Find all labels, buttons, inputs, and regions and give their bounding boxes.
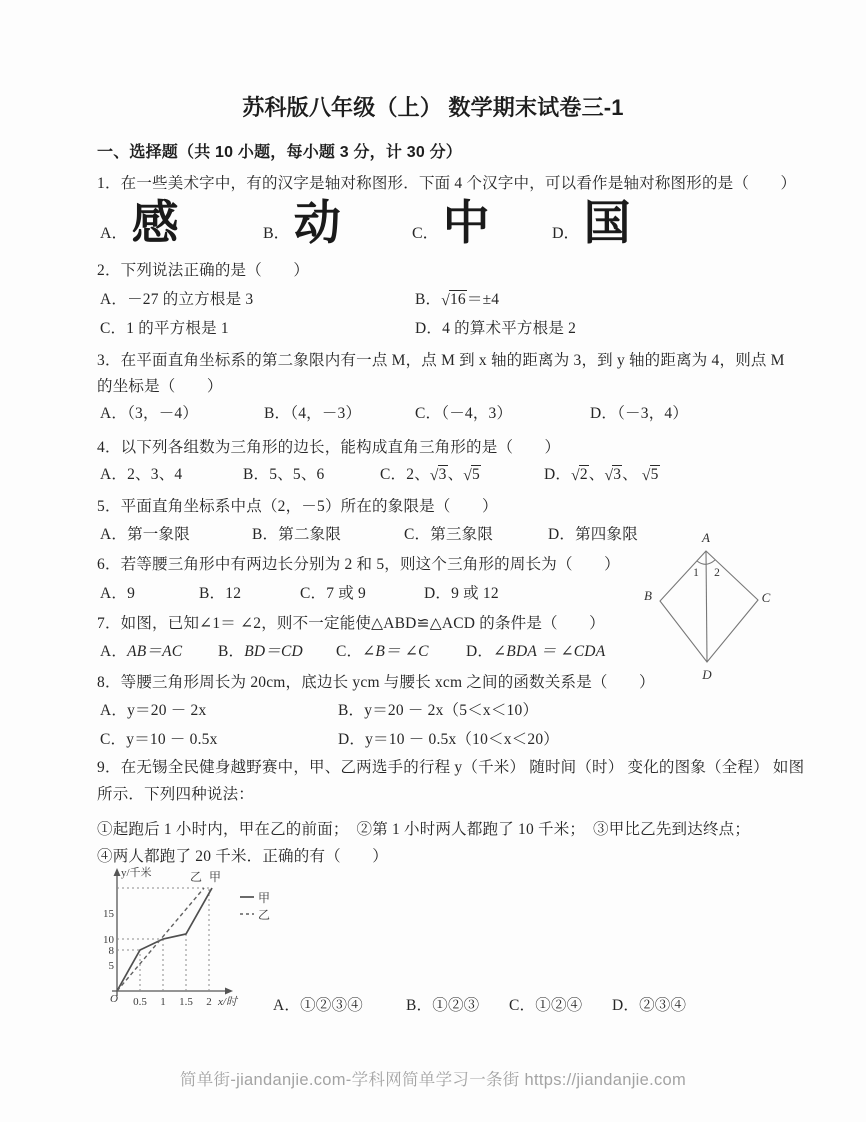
q1-option-b-char: 动 [293,196,341,249]
q1-option-c-label: C． [412,225,439,242]
sqrt-icon: √ [441,292,450,309]
page-title: 苏科版八年级（上） 数学期末试卷三-1 [242,95,624,120]
sqrt-icon: √ [571,467,580,484]
q5-option-a: A．第一象限 [100,526,190,543]
q5-option-d: D．第四象限 [548,526,638,543]
y-axis-label: y/千米 [121,867,152,879]
kite-label-C: C [761,590,771,605]
race-chart [88,864,298,1016]
q2-stem: 2．下列说法正确的是（ ） [97,262,310,279]
q9-stem-line1: 9．在无锡全民健身越野赛中，甲、乙两选手的行程 y（千米） 随时间（时） 变化的图象（全程） 如图 [97,759,805,776]
kite-svg [633,526,803,691]
ytick-5: 5 [108,960,114,972]
series-jia-line [117,888,212,991]
q1-option-b-label: B． [263,225,290,242]
q6-option-d: D．9 或 12 [424,585,499,602]
q1-option-a [100,196,179,249]
q4-stem: 4．以下列各组数为三角形的边长，能构成直角三角形的是（ ） [97,439,561,456]
q6-stem: 6．若等腰三角形中有两边长分别为 2 和 5，则这个三角形的周长为（ ） [97,556,620,573]
q4-option-b: B．5、5、6 [243,466,325,483]
kite-outline [660,551,758,662]
q9-statement-2: ④两人都跑了 20 千米．正确的有（ ） [97,848,388,865]
q2-option-b: B．√16＝±4 [415,291,500,309]
chart-legend [240,891,270,922]
q2-option-a: A．－27 的立方根是 3 [100,291,254,308]
xtick-2: 2 [206,996,212,1008]
q7-stem: 7．如图，已知∠1＝ ∠2，则不一定能使△ABD≌△ACD 的条件是（ ） [97,615,605,632]
q7-option-a: A．AB＝AC [100,643,183,660]
legend-jia-label: 甲 [258,891,271,905]
q2-option-c: C．1 的平方根是 1 [100,320,229,337]
sqrt-icon: √ [463,467,472,484]
q4-option-d: D．√2、√3、 √5 [544,466,659,484]
q1-option-a-char: 感 [131,196,179,249]
q8-option-b: B．y＝20 － 2x（5＜x＜10） [338,702,539,719]
q9-option-b: B．①②③ [406,997,480,1014]
x-axis-arrow-icon [225,988,233,995]
q9-statement-1: ①起跑后 1 小时内，甲在乙的前面； ②第 1 小时两人都跑了 10 千米； ③甲比乙先到达终点； [97,821,751,838]
q6-option-c: C．7 或 9 [300,585,367,602]
q5-option-c: C．第三象限 [404,526,494,543]
q8-stem: 8．等腰三角形周长为 20cm，底边长 ycm 与腰长 xcm 之间的函数关系是（ ） [97,674,655,691]
race-chart-svg [88,864,298,1016]
q5-stem: 5．平面直角坐标系中点（2，－5）所在的象限是（ ） [97,498,498,515]
xtick-1: 1 [160,996,166,1008]
q5-option-b: B．第二象限 [252,526,342,543]
q1-option-c [412,196,490,249]
kite-diagonal-AD [706,551,707,662]
q1-option-d-char: 国 [583,196,631,249]
q9-option-d: D．②③④ [612,997,687,1014]
q1-option-d [552,196,631,249]
q4-option-a: A．2、3、4 [100,466,183,483]
xtick-05: 0.5 [133,996,147,1008]
q7-option-d: D．∠BDA ＝ ∠CDA [466,643,606,660]
q3-option-c: C．（－4，3） [415,405,513,422]
q1-stem: 1．在一些美术字中，有的汉字是轴对称图形．下面 4 个汉字中，可以看作是轴对称图形的是（ ） [97,175,797,192]
q6-option-a: A．9 [100,585,136,602]
q8-option-a: A．y＝20 － 2x [100,702,207,719]
q3-option-d: D．（－3，4） [590,405,689,422]
q3-option-a: A．（3，－4） [100,405,199,422]
q8-option-c: C．y＝10 － 0.5x [100,731,218,748]
section-heading: 一、选择题（共 10 小题，每小题 3 分，计 30 分） [97,144,462,161]
q9-option-a: A．①②③④ [273,997,363,1014]
q9-option-c: C．①②④ [509,997,583,1014]
q1-option-d-label: D． [552,225,580,242]
q8-option-d: D．y＝10 － 0.5x（10＜x＜20） [338,731,559,748]
q1-option-b [263,196,341,249]
ytick-10: 10 [103,934,114,946]
q1-option-c-char: 中 [442,196,490,249]
sqrt-icon: √ [641,467,651,484]
q3-stem-line1: 3．在平面直角坐标系的第二象限内有一点 M，点 M 到 x 轴的距离为 3，到 y 轴的距离为 4，则点 M [97,352,785,369]
ytick-8: 8 [108,945,114,957]
y-axis-arrow-icon [114,868,121,876]
kite-label-B: B [644,588,652,603]
xtick-15: 1.5 [179,996,193,1008]
q6-option-b: B．12 [199,585,242,602]
sqrt-icon: √ [604,467,614,484]
sqrt-icon: √ [429,467,439,484]
q3-stem-line2: 的坐标是（ ） [97,378,223,395]
angle-label-1: 1 [693,567,699,579]
kite-label-A: A [702,530,710,545]
origin-label: O [110,993,118,1005]
q7-option-b: B．BD＝CD [218,643,303,660]
kite-figure [633,526,803,691]
curve-label-yi: 乙 [189,870,203,884]
q1-option-a-label: A． [100,225,128,242]
angle-label-2: 2 [714,567,720,579]
x-axis-label: x/时 [218,996,237,1008]
q9-stem-line2: 所示．下列四种说法： [97,786,255,803]
ytick-15: 15 [103,908,114,920]
q2-option-d: D．4 的算术平方根是 2 [415,320,577,337]
q3-option-b: B．（4，－3） [264,405,362,422]
q4-option-c: C．2、√3、√5 [380,466,480,484]
q7-option-c: C．∠B＝ ∠C [336,643,429,660]
curve-label-jia: 甲 [208,870,222,884]
legend-yi-label: 乙 [258,908,271,922]
kite-label-D: D [702,667,712,682]
footer-watermark: 简单街-jiandanjie.com-学科网简单学习一条街 https://jiandanjie.com [179,1071,687,1089]
